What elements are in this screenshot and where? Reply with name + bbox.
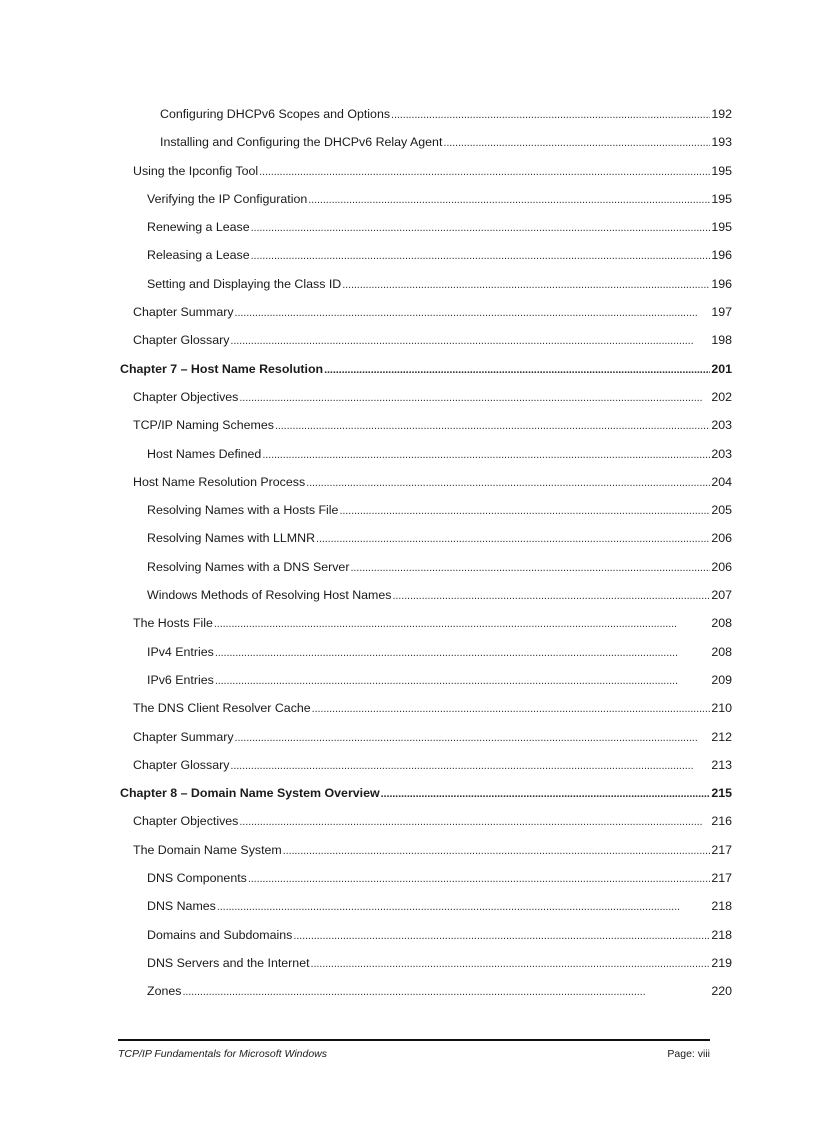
toc-entry-page-number: 196 — [711, 276, 732, 291]
toc-entry-title: Windows Methods of Resolving Host Names — [147, 588, 392, 603]
toc-chapter-entry[interactable] — [120, 355, 732, 383]
toc-entry-page-number: 209 — [711, 672, 732, 687]
dot-leader — [306, 469, 710, 497]
toc-entry-page-number: 201 — [711, 361, 732, 376]
toc-entry-page-number: 195 — [711, 191, 732, 206]
dot-leader — [311, 950, 711, 978]
dot-leader — [239, 384, 710, 412]
toc-entry-title: Chapter Glossary — [133, 333, 230, 348]
dot-leader — [235, 299, 711, 327]
toc-entry-page-number: 213 — [711, 757, 732, 772]
toc-entry-page-number: 208 — [711, 644, 732, 659]
toc-entry-title: Installing and Configuring the DHCPv6 Relay Agent — [160, 135, 443, 150]
toc-entry-title: TCP/IP Naming Schemes — [133, 418, 274, 433]
toc-entry-title: Chapter Objectives — [133, 814, 239, 829]
toc-entry-title: Resolving Names with a DNS Server — [147, 559, 350, 574]
dot-leader — [443, 129, 710, 157]
toc-entry-title: Setting and Displaying the Class ID — [147, 276, 342, 291]
toc-entry-title: DNS Names — [147, 899, 216, 914]
toc-entry-page-number: 204 — [711, 474, 732, 489]
toc-entry-page-number: 192 — [711, 107, 732, 121]
dot-leader — [248, 865, 710, 893]
toc-entry-title: Resolving Names with a Hosts File — [147, 503, 339, 518]
dot-leader — [230, 752, 710, 780]
toc-entry[interactable] — [120, 921, 732, 949]
toc-entry-title: Chapter Summary — [133, 729, 234, 744]
toc-entry-title: DNS Servers and the Internet — [147, 955, 310, 970]
dot-leader — [215, 667, 711, 695]
toc-entry-page-number: 205 — [711, 503, 732, 518]
toc-entry[interactable] — [120, 694, 732, 722]
toc-entry-page-number: 215 — [711, 786, 732, 801]
dot-leader — [251, 242, 711, 270]
toc-entry-title: Chapter Objectives — [133, 389, 239, 404]
toc-entry-page-number: 195 — [711, 220, 732, 235]
toc-entry-title: Resolving Names with LLMNR — [147, 531, 316, 546]
toc-entry-page-number: 217 — [711, 871, 732, 886]
toc-entry-title: Domains and Subdomains — [147, 927, 293, 942]
dot-leader — [312, 695, 711, 723]
toc-entry-page-number: 218 — [711, 899, 732, 914]
toc-entry-title: Chapter 7 – Host Name Resolution — [120, 361, 324, 376]
dot-leader — [217, 893, 710, 921]
toc-entry-title: Configuring DHCPv6 Scopes and Options — [160, 107, 391, 121]
toc-entry[interactable] — [120, 751, 732, 779]
toc-entry[interactable] — [120, 553, 732, 581]
toc-entry-page-number: 218 — [711, 927, 732, 942]
toc-entry-title: Releasing a Lease — [147, 248, 250, 263]
toc-entry[interactable] — [120, 496, 732, 524]
toc-entry[interactable] — [120, 270, 732, 298]
dot-leader — [214, 610, 710, 638]
dot-leader — [259, 158, 710, 186]
toc-entry[interactable] — [120, 128, 732, 156]
toc-entry[interactable] — [120, 326, 732, 354]
toc-entry[interactable] — [120, 864, 732, 892]
dot-leader — [230, 327, 710, 355]
toc-entry[interactable] — [120, 949, 732, 977]
toc-entry-page-number: 208 — [711, 616, 732, 631]
toc-entry-title: The DNS Client Resolver Cache — [133, 701, 311, 716]
toc-entry-page-number: 206 — [711, 559, 732, 574]
footer-book-title: TCP/IP Fundamentals for Microsoft Windows — [118, 1048, 328, 1060]
toc-entry-page-number: 203 — [711, 446, 732, 461]
toc-entry[interactable] — [120, 666, 732, 694]
toc-entry[interactable] — [120, 977, 732, 1005]
toc-entry-page-number: 212 — [711, 729, 732, 744]
toc-entry-title: The Domain Name System — [133, 842, 282, 857]
toc-entry-title: Host Names Defined — [147, 446, 262, 461]
toc-entry[interactable] — [120, 185, 732, 213]
toc-entry-title: Using the Ipconfig Tool — [133, 163, 259, 178]
toc-entry-title: The Hosts File — [133, 616, 213, 631]
toc-entry[interactable] — [120, 298, 732, 326]
toc-entry-page-number: 207 — [711, 588, 732, 603]
toc-entry-page-number: 193 — [711, 135, 732, 150]
toc-entry-page-number: 217 — [711, 842, 732, 857]
toc-entry[interactable] — [120, 440, 732, 468]
dot-leader — [324, 356, 710, 384]
toc-entry-title: Zones — [147, 984, 182, 999]
toc-entry-title: Chapter Glossary — [133, 757, 230, 772]
toc-entry-page-number: 219 — [711, 955, 732, 970]
dot-leader — [215, 639, 711, 667]
toc-entry-title: IPv6 Entries — [147, 672, 214, 687]
dot-leader — [262, 441, 710, 469]
toc-entry-page-number: 197 — [711, 305, 732, 320]
footer-page-number: Page: viii — [667, 1048, 710, 1060]
toc-chapter-entry[interactable] — [120, 779, 732, 807]
toc-entry-page-number: 216 — [711, 814, 732, 829]
dot-leader — [275, 412, 710, 440]
toc-entry-page-number: 206 — [711, 531, 732, 546]
toc-entry[interactable] — [120, 807, 732, 835]
toc-entry[interactable] — [120, 411, 732, 439]
dot-leader — [342, 271, 710, 299]
toc-entry-page-number: 220 — [711, 984, 732, 999]
dot-leader — [350, 554, 710, 582]
toc-entry-title: IPv4 Entries — [147, 644, 214, 659]
dot-leader — [316, 525, 710, 553]
toc-entry-title: Chapter Summary — [133, 305, 234, 320]
toc-entry[interactable] — [120, 157, 732, 185]
toc-entry[interactable] — [120, 723, 732, 751]
toc-entry[interactable] — [120, 241, 732, 269]
toc-entry-page-number: 202 — [711, 389, 732, 404]
toc-entry[interactable] — [120, 638, 732, 666]
toc-entry[interactable] — [120, 581, 732, 609]
dot-leader — [339, 497, 710, 525]
toc-entry-title: Renewing a Lease — [147, 220, 250, 235]
toc-entry-page-number: 195 — [711, 163, 732, 178]
toc-entry[interactable] — [120, 524, 732, 552]
toc-entry[interactable] — [120, 892, 732, 920]
toc-entry-title: Verifying the IP Configuration — [147, 191, 308, 206]
toc-entry[interactable] — [120, 468, 732, 496]
toc-entry-page-number: 210 — [711, 701, 732, 716]
toc-entry-page-number: 196 — [711, 248, 732, 263]
footer-divider — [118, 1039, 710, 1041]
toc-entry-title: Host Name Resolution Process — [133, 474, 306, 489]
toc-entry-page-number: 203 — [711, 418, 732, 433]
dot-leader — [308, 186, 710, 214]
toc-entry-title: Chapter 8 – Domain Name System Overview — [120, 786, 380, 801]
dot-leader — [235, 724, 711, 752]
toc-entry[interactable] — [120, 213, 732, 241]
dot-leader — [293, 922, 710, 950]
dot-leader — [239, 808, 710, 836]
dot-leader — [391, 101, 710, 129]
toc-entry-page-number: 198 — [711, 333, 732, 348]
toc-entry[interactable] — [120, 383, 732, 411]
toc-entry[interactable] — [120, 836, 732, 864]
toc-entry-title: DNS Components — [147, 871, 247, 886]
toc-entry[interactable] — [120, 100, 732, 128]
dot-leader — [182, 978, 710, 1006]
dot-leader — [381, 780, 711, 808]
dot-leader — [392, 582, 710, 610]
toc-entry[interactable] — [120, 609, 732, 637]
table-of-contents — [120, 100, 732, 1006]
dot-leader — [251, 214, 711, 242]
dot-leader — [283, 837, 711, 865]
